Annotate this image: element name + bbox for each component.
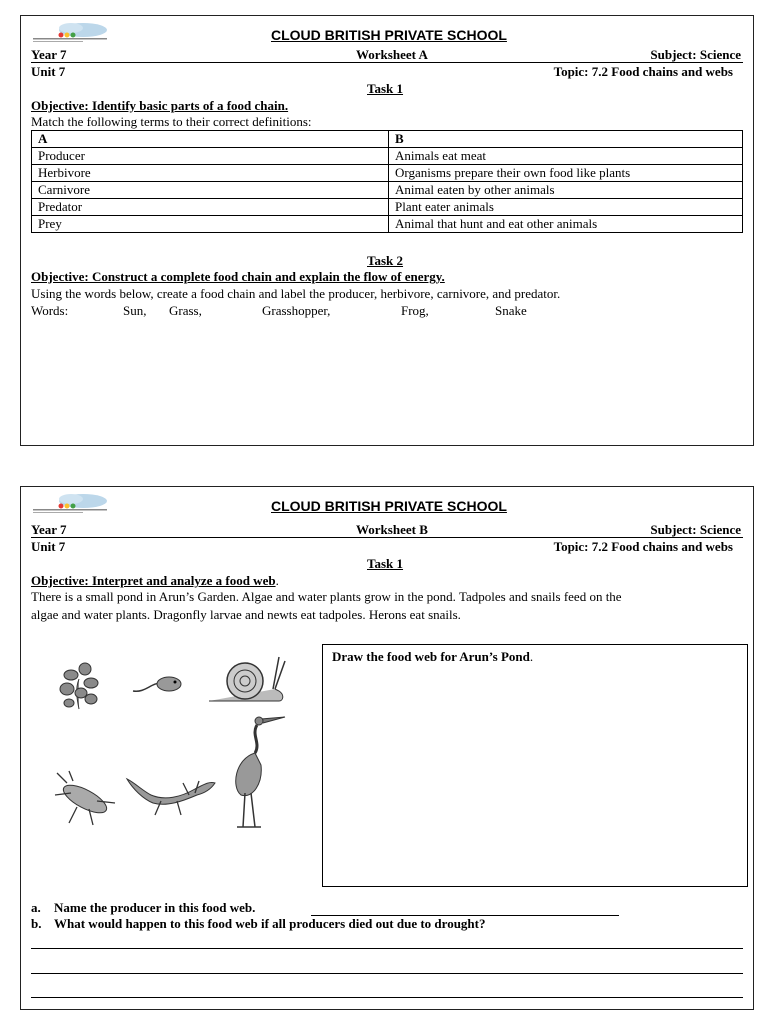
newt-icon [125,771,217,821]
word-item: Grasshopper, [262,303,331,318]
definition-cell: Organisms prepare their own food like plants [389,165,743,182]
matching-table [31,130,743,233]
word-item: Snake [495,303,527,318]
word-item: Frog, [401,303,429,318]
heron-icon [225,713,289,831]
word-item: Grass, [169,303,202,318]
subject-label: Subject: Science [650,522,741,537]
header-divider [31,537,743,538]
worksheet-a [20,15,754,446]
table-row [32,182,743,199]
header-divider [31,62,743,63]
task1-title: Task 1 [367,556,404,571]
answer-line[interactable] [31,997,743,998]
table-row [32,199,743,216]
term-cell: Prey [32,216,389,233]
term-cell: Producer [32,148,389,165]
snail-icon [205,651,287,707]
column-header-a: A [32,131,389,148]
objective-text: Objective: Interpret and analyze a food web [31,573,276,588]
unit-label: Unit 7 [31,64,66,79]
year-label: Year 7 [31,47,67,62]
topic-label: Topic: 7.2 Food chains and webs [553,64,733,79]
table-row [32,216,743,233]
topic-label: Topic: 7.2 Food chains and webs [553,539,733,554]
task1-title: Task 1 [367,81,404,96]
answer-line[interactable] [31,948,743,949]
task2-objective: Objective: Construct a complete food chain and explain the flow of energy. [31,269,445,284]
question-b-marker: b. [31,916,42,931]
column-header-b: B [389,131,743,148]
pond-paragraph-line-1: There is a small pond in Arun’s Garden. Algae and water plants grow in the pond. Tadpoles and snails feed on the [31,589,622,604]
words-label: Words: [31,303,69,318]
definition-cell: Animals eat meat [389,148,743,165]
task2-instruction: Using the words below, create a food chain and label the producer, herbivore, carnivore, and predator. [31,286,561,301]
draw-box-period: . [529,649,534,664]
definition-cell: Plant eater animals [389,199,743,216]
question-a: Name the producer in this food web. [54,900,256,915]
table-row [32,165,743,182]
definition-cell: Animal that hunt and eat other animals [389,216,743,233]
worksheet-label: Worksheet B [356,522,428,537]
term-cell: Carnivore [32,182,389,199]
task1-instruction: Match the following terms to their correct definitions: [31,114,312,129]
term-cell: Herbivore [32,165,389,182]
unit-label: Unit 7 [31,539,66,554]
worksheet-b [20,486,754,1010]
tadpole-icon [131,675,183,697]
dragonfly-larva-icon [53,769,119,827]
question-a-marker: a. [31,900,41,915]
question-b: What would happen to this food web if all producers died out due to drought? [54,916,486,931]
table-row [32,148,743,165]
term-cell: Predator [32,199,389,216]
answer-line[interactable] [31,973,743,974]
definition-cell: Animal eaten by other animals [389,182,743,199]
task2-title: Task 2 [367,253,404,268]
school-logo [31,493,111,515]
pond-paragraph-line-2: algae and water plants. Dragonfly larvae and newts eat tadpoles. Herons eat snails. [31,607,461,622]
word-item: Sun, [123,303,147,318]
school-name: CLOUD BRITISH PRIVATE SCHOOL [271,498,507,514]
task1-objective [31,573,279,589]
draw-box-text: Draw the food web for Arun’s Pond [332,649,530,664]
subject-label: Subject: Science [650,47,741,62]
school-name: CLOUD BRITISH PRIVATE SCHOOL [271,27,507,43]
food-web-drawing-box[interactable] [322,644,748,887]
year-label: Year 7 [31,522,67,537]
algae-icon [55,659,103,711]
table-header-row [32,131,743,148]
objective-period: . [275,573,279,588]
worksheet-label: Worksheet A [356,47,428,62]
draw-box-prompt [332,649,533,665]
school-logo [31,22,111,44]
task1-objective: Objective: Identify basic parts of a food chain. [31,98,289,113]
